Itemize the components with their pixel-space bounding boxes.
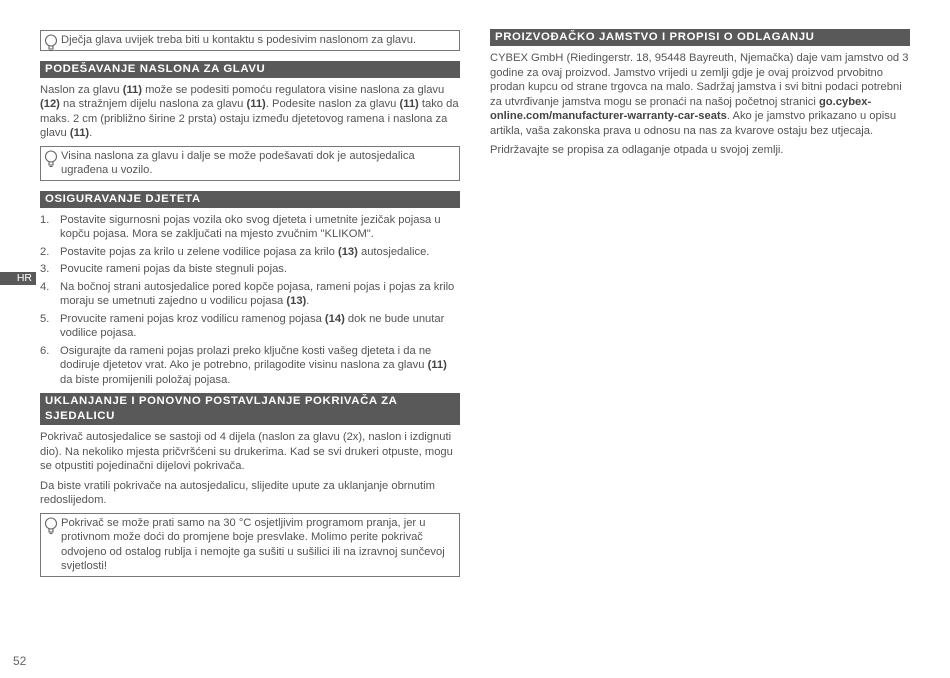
text-run: na stražnjem dijelu naslona za glavu bbox=[59, 98, 247, 110]
text-run: Postavite sigurnosni pojas vozila oko svog djeteta i umetnite jezičak pojasa u kopču pojasa. Mora se zaključati na mjesto zvučnim "KLIKOM". bbox=[60, 213, 441, 240]
paragraph: Pokrivač autosjedalice se sastoji od 4 dijela (naslon za glavu (2x), naslon i izdignuti dio). Na nekoliko mjesta pričvršćeni su drukerima. Kad se svi drukeri otpuste, mogu se otpustiti pojedinačni dijelovi pokrivača. bbox=[40, 431, 453, 472]
text-run: da biste promijenili položaj pojasa. bbox=[60, 373, 231, 386]
reference-number: (14) bbox=[324, 312, 345, 325]
note-box bbox=[40, 146, 460, 181]
note-text: Visina naslona za glavu i dalje se može podešavati dok je autosjedalica ugrađena u vozilo. bbox=[61, 149, 415, 176]
text-run: Naslon za glavu bbox=[40, 83, 123, 96]
section-heading: PROIZVOĐAČKO JAMSTVO I PROPISI O ODLAGANJU bbox=[490, 29, 910, 46]
text-run: može se podesiti pomoću regulatora visine naslona za glavu bbox=[142, 83, 445, 96]
note-box bbox=[40, 513, 460, 577]
list-item bbox=[40, 312, 460, 341]
text-run: . bbox=[306, 295, 310, 307]
lightbulb-icon bbox=[44, 34, 58, 52]
note-box bbox=[40, 30, 460, 51]
list-item bbox=[40, 213, 460, 242]
list-item bbox=[40, 245, 460, 260]
rich-paragraph bbox=[40, 83, 460, 141]
reference-number: (13) bbox=[286, 295, 307, 307]
section-heading: OSIGURAVANJE DJETETA bbox=[40, 191, 460, 208]
reference-number: (13) bbox=[337, 245, 358, 258]
text-run: Na bočnoj strani autosjedalice pored kopče pojasa, rameni pojas i pojas za krilo moraju se umetnuti zajedno u vodilicu pojasa bbox=[60, 280, 455, 307]
left-column bbox=[40, 30, 460, 587]
reference-number: (12) bbox=[40, 98, 60, 110]
text-run: CYBEX GmbH (Riedingerstr. 18, 95448 Bayreuth, Njemačka) daje vam jamstvo od 3 godine za ovaj proizvod. Jamstvo vrijedi u zemlji gdje je ovaj proizvod prvobitno prodan kupcu od strane trgovca na malo. Sadržaj jamstva i svi bitni podaci potrebni za utvrđivanje jamstva mogu se pronaći na našoj početnoj stranici bbox=[490, 52, 909, 108]
list-item-number: 6. bbox=[40, 344, 50, 357]
list-item bbox=[40, 344, 460, 388]
text-run: dok ne bude unutar vodilice pojasa. bbox=[60, 312, 445, 339]
reference-number: (11) bbox=[246, 98, 266, 110]
list-item-number: 1. bbox=[40, 213, 50, 226]
lightbulb-icon bbox=[44, 150, 58, 168]
lightbulb-icon bbox=[44, 517, 58, 535]
list-item-number: 3. bbox=[40, 263, 50, 275]
reference-number: (11) bbox=[399, 98, 419, 110]
right-column bbox=[490, 29, 910, 163]
reference-number: go.cybex-online.com/manufacturer-warranty-car-seats bbox=[490, 95, 872, 122]
list-item-number: 2. bbox=[40, 245, 50, 258]
list-item bbox=[40, 280, 460, 309]
text-run: . Podesite naslon za glavu bbox=[265, 98, 400, 110]
text-run: Postavite pojas za krilo u zelene vodilice pojasa za krilo bbox=[60, 245, 338, 258]
list-item-number: 4. bbox=[40, 280, 50, 293]
reference-number: (11) bbox=[122, 83, 142, 96]
text-run: . bbox=[89, 127, 93, 139]
text-run: tako da maks. 2 cm (približno širine 2 prsta) ostaju između djetetovog ramena i naslona za glavu bbox=[40, 98, 459, 139]
list-item-number: 5. bbox=[40, 312, 50, 325]
text-run: Provucite rameni pojas kroz vodilicu ramenog pojasa bbox=[60, 312, 325, 325]
section-heading: UKLANJANJE I PONOVNO POSTAVLJANJE POKRIVAČA ZA SJEDALICU bbox=[40, 393, 460, 425]
reference-number: (11) bbox=[69, 127, 90, 139]
steps-list bbox=[40, 213, 460, 388]
paragraph: Da biste vratili pokrivače na autosjedalicu, slijedite upute za uklanjanje obrnutim redoslijedom. bbox=[40, 479, 435, 506]
text-run: Osigurajte da rameni pojas prolazi preko ključne kosti vašeg djeteta i da ne dodiruje djetetov vrat. Ako je potrebno, prilagodite visinu naslona za glavu bbox=[60, 344, 432, 371]
note-text: Pokrivač se može prati samo na 30 °C osjetljivim programom pranja, jer u protivnom može doći do promjene boje presvlake. Molimo perite pokrivač odvojeno od ostalog rublja i nemojte ga sušiti u sušilici ili na izravnoj sunčevoj svjetlosti! bbox=[61, 516, 445, 572]
text-run: autosjedalice. bbox=[357, 245, 430, 258]
paragraph: Pridržavajte se propisa za odlaganje otpada u svojoj zemlji. bbox=[490, 144, 784, 156]
list-item bbox=[40, 262, 460, 277]
note-text: Dječja glava uvijek treba biti u kontaktu s podesivim naslonom za glavu. bbox=[61, 34, 417, 46]
rich-paragraph bbox=[490, 51, 910, 138]
text-run: . Ako je jamstvo prikazano u opisu artikla, vaša zakonska prava u odnosu na nas za kvarove ostaju bez utjecaja. bbox=[490, 110, 897, 137]
reference-number: (11) bbox=[427, 359, 447, 371]
text-run: Povucite rameni pojas da biste stegnuli pojas. bbox=[60, 263, 287, 275]
page-number: 52 bbox=[13, 654, 27, 668]
section-heading: PODEŠAVANJE NASLONA ZA GLAVU bbox=[40, 61, 460, 78]
language-tab: HR bbox=[0, 272, 36, 285]
